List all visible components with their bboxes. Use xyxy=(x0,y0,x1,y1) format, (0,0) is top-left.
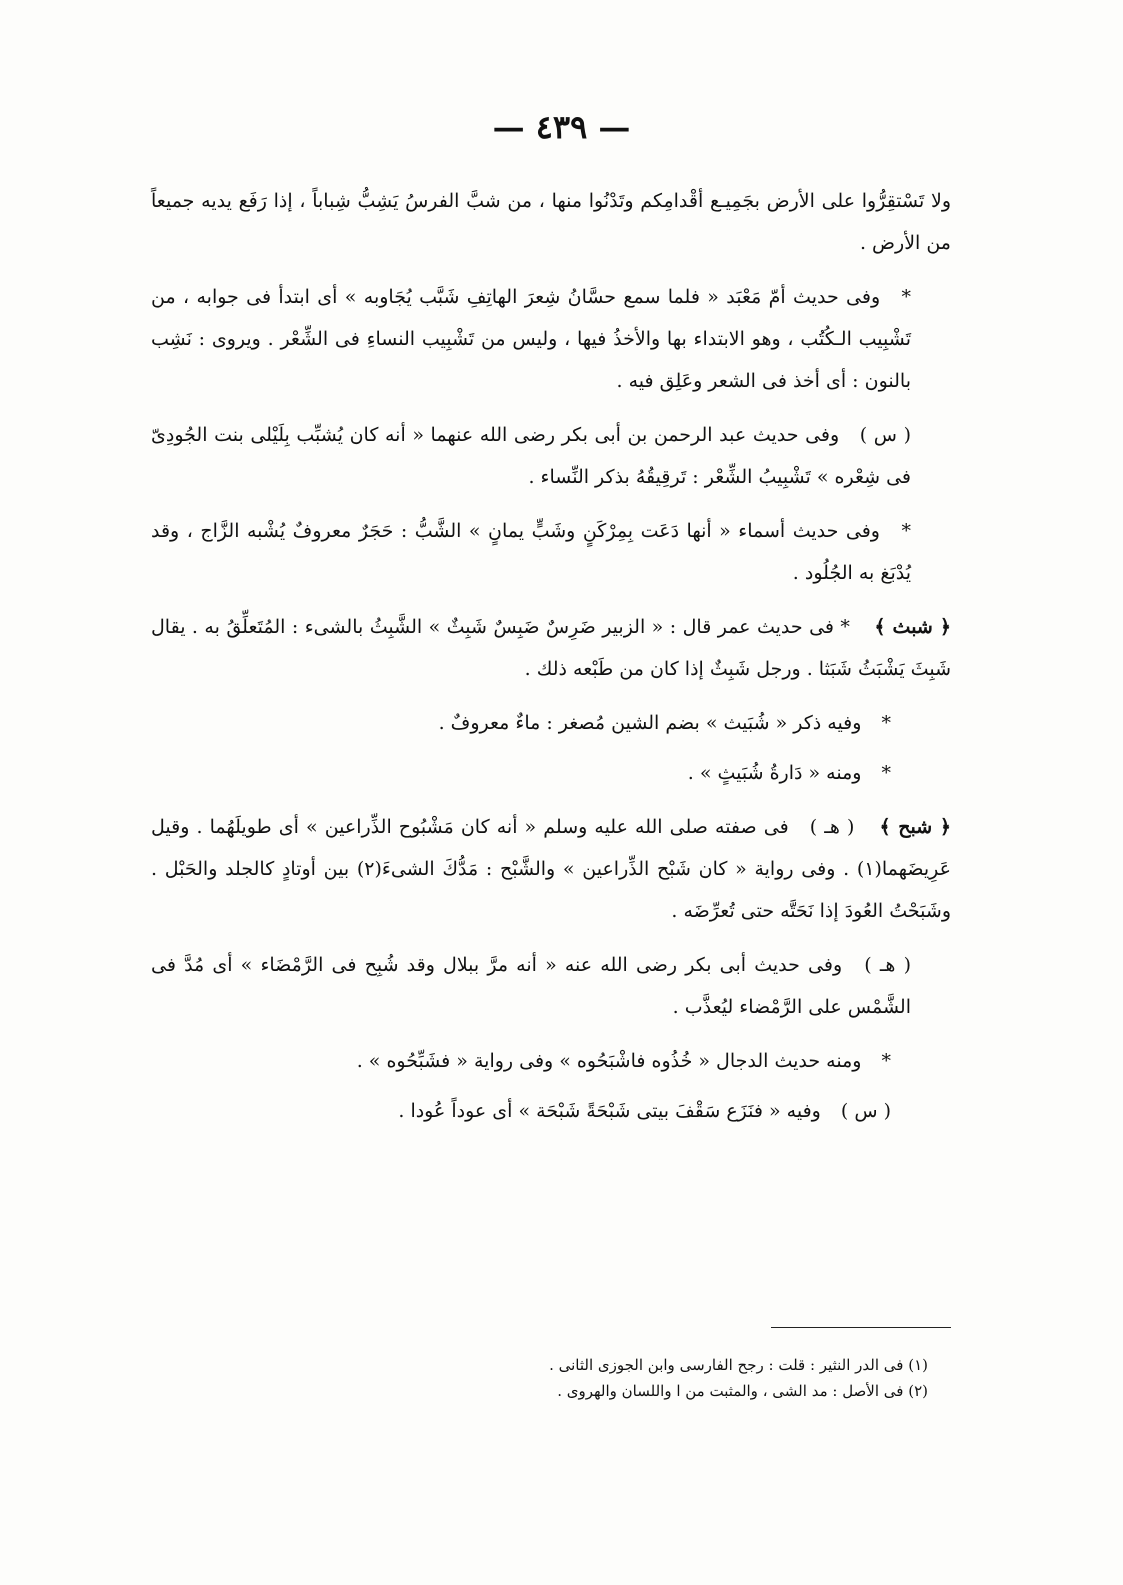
paragraph-text: * فى حديث عمر قال : « الزبير ضَرِسٌ ضَبِسٌ شَبِثٌ » الشَّبِثُ بالشىء : المُتَعلِّقُ به . يقال شَبِثَ يَشْبَثُ شَبَثا . ورجل شَبِثٌ إذا كان من طَبْعه ذلك . xyxy=(151,616,951,680)
footnote: (١) فى الدر النثير : قلت : رجح الفارسى وابن الجوزى الثانى . xyxy=(549,1356,928,1374)
paragraph xyxy=(151,606,951,690)
footnote-divider xyxy=(771,1327,951,1328)
paragraph-text: فى صفته صلى الله عليه وسلم « أنه كان مَشْبُوح الذِّراعين » أى طويلَهُما . وقيل عَرِيضَهما(١) . وفى رواية « كان شَبْح الذِّراعين » والشَّبْح : مَدُّكَ الشىءَ(٢) بين أوتادٍ كالجلد والحَبْل . وشَبَحْتُ العُودَ إذا نَحَتَّه حتى تُعرِّضَه . xyxy=(151,816,951,922)
paragraph-marker: * xyxy=(901,520,911,542)
paragraph-marker: ( س ) xyxy=(840,1100,891,1122)
paragraph xyxy=(151,414,951,498)
paragraph-marker: ( هـ ) xyxy=(809,816,855,838)
paragraph xyxy=(151,806,951,932)
paragraph xyxy=(151,1090,951,1132)
page-number: — ٤٣٩ — xyxy=(492,108,631,146)
paragraph-marker: * xyxy=(881,1050,891,1072)
footnotes xyxy=(168,1352,928,1404)
paragraph-text: وفيه ذكر « شُبَيث » بضم الشين مُصغر : ماءٌ معروفٌ . xyxy=(438,712,862,734)
paragraph xyxy=(151,276,951,402)
main-text xyxy=(151,180,951,1144)
paragraph xyxy=(151,180,951,264)
paragraph-text: وفى حديث أبى بكر رضى الله عنه « أنه مرَّ ببلال وقد شُبِح فى الرَّمْضَاء » أى مُدَّ فى الشَّمْس على الرَّمْضاء ليُعذَّب . xyxy=(151,954,911,1018)
footnote: (٢) فى الأصل : مد الشى ، والمثبت من ا واللسان والهروى . xyxy=(557,1382,928,1400)
entry-headword: ﴿ شبث ﴾ xyxy=(874,616,952,638)
paragraph xyxy=(151,752,951,794)
paragraph-marker: ( س ) xyxy=(859,424,912,446)
paragraph-marker: ( هـ ) xyxy=(864,954,911,976)
paragraph-marker: * xyxy=(881,712,891,734)
paragraph-text: وفى حديث عبد الرحمن بن أبى بكر رضى الله عنهما « أنه كان يُشبِّب بِلَيْلى بنت الجُودِىّ فى شِعْره » تَشْبِيبُ الشِّعْر : تَرقِيقُهُ بذكر النِّساء . xyxy=(151,424,911,488)
paragraph-text: ومنه « دَارةُ شُبَيثٍ » . xyxy=(687,762,862,784)
paragraph xyxy=(151,510,951,594)
paragraph xyxy=(151,702,951,744)
paragraph xyxy=(151,944,951,1028)
paragraph-marker: * xyxy=(881,762,891,784)
paragraph-text: ومنه حديث الدجال « خُذُوه فاشْبَحُوه » وفى رواية « فشَبِّحُوه » . xyxy=(356,1050,862,1072)
paragraph-text: وفى حديث أسماء « أنها دَعَت بِمِرْكَنٍ وشَبٍّ يمانٍ » الشَّبُّ : حَجَرٌ معروفٌ يُشْبه الزَّاج ، وقد يُدْبَغ به الجُلُود . xyxy=(151,520,911,584)
paragraph-marker: * xyxy=(901,286,912,308)
paragraph-text: وفيه « فنَزَع سَقْفَ بيتى شَبْحَةً شَبْحَة » أى عوداً عُودا . xyxy=(398,1100,821,1122)
paragraph xyxy=(151,1040,951,1082)
entry-headword: ﴿ شبح ﴾ xyxy=(879,816,951,838)
paragraph-text: وفى حديث أمّ مَعْبَد « فلما سمع حسَّانُ شِعرَ الهاتِفِ شَبَّب يُجَاوبه » أى ابتدأ فى جوابه ، من تَشْبِيب الـكُتُب ، وهو الابتداء بها والأخذُ فيها ، وليس من تَشْبِيب النساءِ فى الشِّعْر . ويروى : نَشِب بالنون : أى أخذ فى الشعر وعَلِق فيه . xyxy=(151,286,911,392)
paragraph-text: ولا تَسْتقِرُّوا على الأرض بجَمِيـع أقْدامِكم وتَدْنُوا منها ، من شبَّ الفرسُ يَشِبُّ شِباباً ، إذا رَفَع يديه جميعاً من الأرض . xyxy=(151,190,951,254)
